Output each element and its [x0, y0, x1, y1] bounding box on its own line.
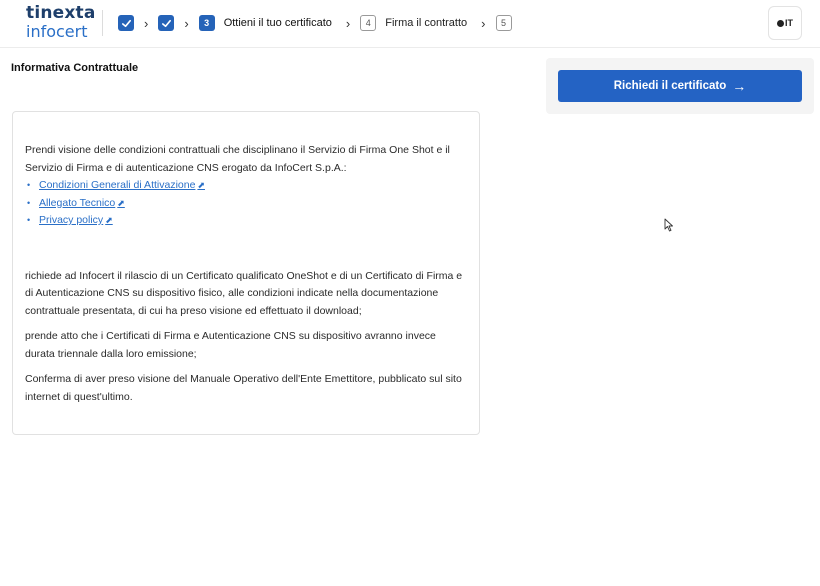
language-code: IT	[785, 18, 793, 28]
progress-stepper	[118, 14, 512, 32]
chevron-right-icon: ›	[144, 15, 149, 31]
manual-paragraph: Conferma di aver preso visione del Manuale Operativo dell'Ente Emettitore, pubblicato sul sito internet di quest'ultimo.	[25, 373, 462, 403]
link-privacy-policy[interactable]	[39, 214, 113, 226]
request-certificate-label: Richiedi il certificato	[613, 80, 727, 92]
contract-links-list	[25, 177, 467, 230]
language-selector[interactable]	[768, 6, 802, 40]
chevron-right-icon: ›	[345, 15, 351, 31]
external-link-icon: ⬈	[105, 215, 113, 225]
list-item	[37, 177, 467, 195]
action-panel	[546, 58, 814, 114]
step-3-number: 3	[199, 15, 215, 31]
check-icon	[121, 18, 132, 29]
list-item	[37, 212, 467, 230]
request-paragraph: richiede ad Infocert il rilascio di un Certificato qualificato OneShot e di un Certificato di Firma e di Autenticazione CNS su dispositivo fisico, alle condizioni indicate nella documentazione contrattuale presentata, di cui ha preso visione ed effettuato il download;	[25, 269, 463, 317]
link-technical-annex[interactable]	[39, 197, 125, 209]
external-link-icon: ⬈	[117, 197, 125, 208]
step-3-label: Ottieni il tuo certificato	[223, 17, 332, 29]
step-4-number: 4	[360, 15, 376, 31]
section-title: Informativa Contrattuale	[11, 62, 139, 74]
mouse-cursor-icon	[664, 218, 674, 232]
chevron-right-icon: ›	[184, 15, 189, 31]
external-link-icon: ⬈	[197, 180, 205, 190]
step-4-label: Firma il contratto	[385, 17, 468, 29]
step-5-number: 5	[496, 15, 512, 31]
list-item	[37, 195, 467, 213]
step-2-completed	[158, 15, 174, 31]
chevron-right-icon: ›	[481, 15, 486, 31]
logo-wordmark-bottom: infocert	[26, 22, 88, 41]
arrow-right-icon: →	[732, 78, 747, 94]
logo-wordmark-top: tinexta	[26, 3, 96, 23]
contract-terms-card	[12, 111, 480, 435]
link-conditions[interactable]	[39, 179, 205, 191]
link-label: Privacy policy	[39, 214, 104, 226]
intro-text: Prendi visione delle condizioni contrattuali che disciplinano il Servizio di Firma One Shot e il Servizio di Firma e di autenticazione CNS erogato da InfoCert S.p.A.:	[25, 144, 450, 174]
tinexta-infocert-logo[interactable]	[26, 5, 96, 40]
duration-paragraph: prende atto che i Certificati di Firma e Autenticazione CNS su dispositivo avranno invece durata triennale dalla loro emissione;	[25, 330, 436, 360]
check-icon	[161, 18, 172, 29]
step-1-completed	[118, 15, 134, 31]
logo-divider	[102, 10, 103, 36]
request-certificate-button[interactable]	[558, 70, 802, 102]
top-header	[0, 0, 820, 48]
link-label: Allegato Tecnico	[39, 196, 116, 209]
link-label: Condizioni Generali di Attivazione	[39, 179, 196, 191]
globe-icon	[777, 20, 784, 27]
